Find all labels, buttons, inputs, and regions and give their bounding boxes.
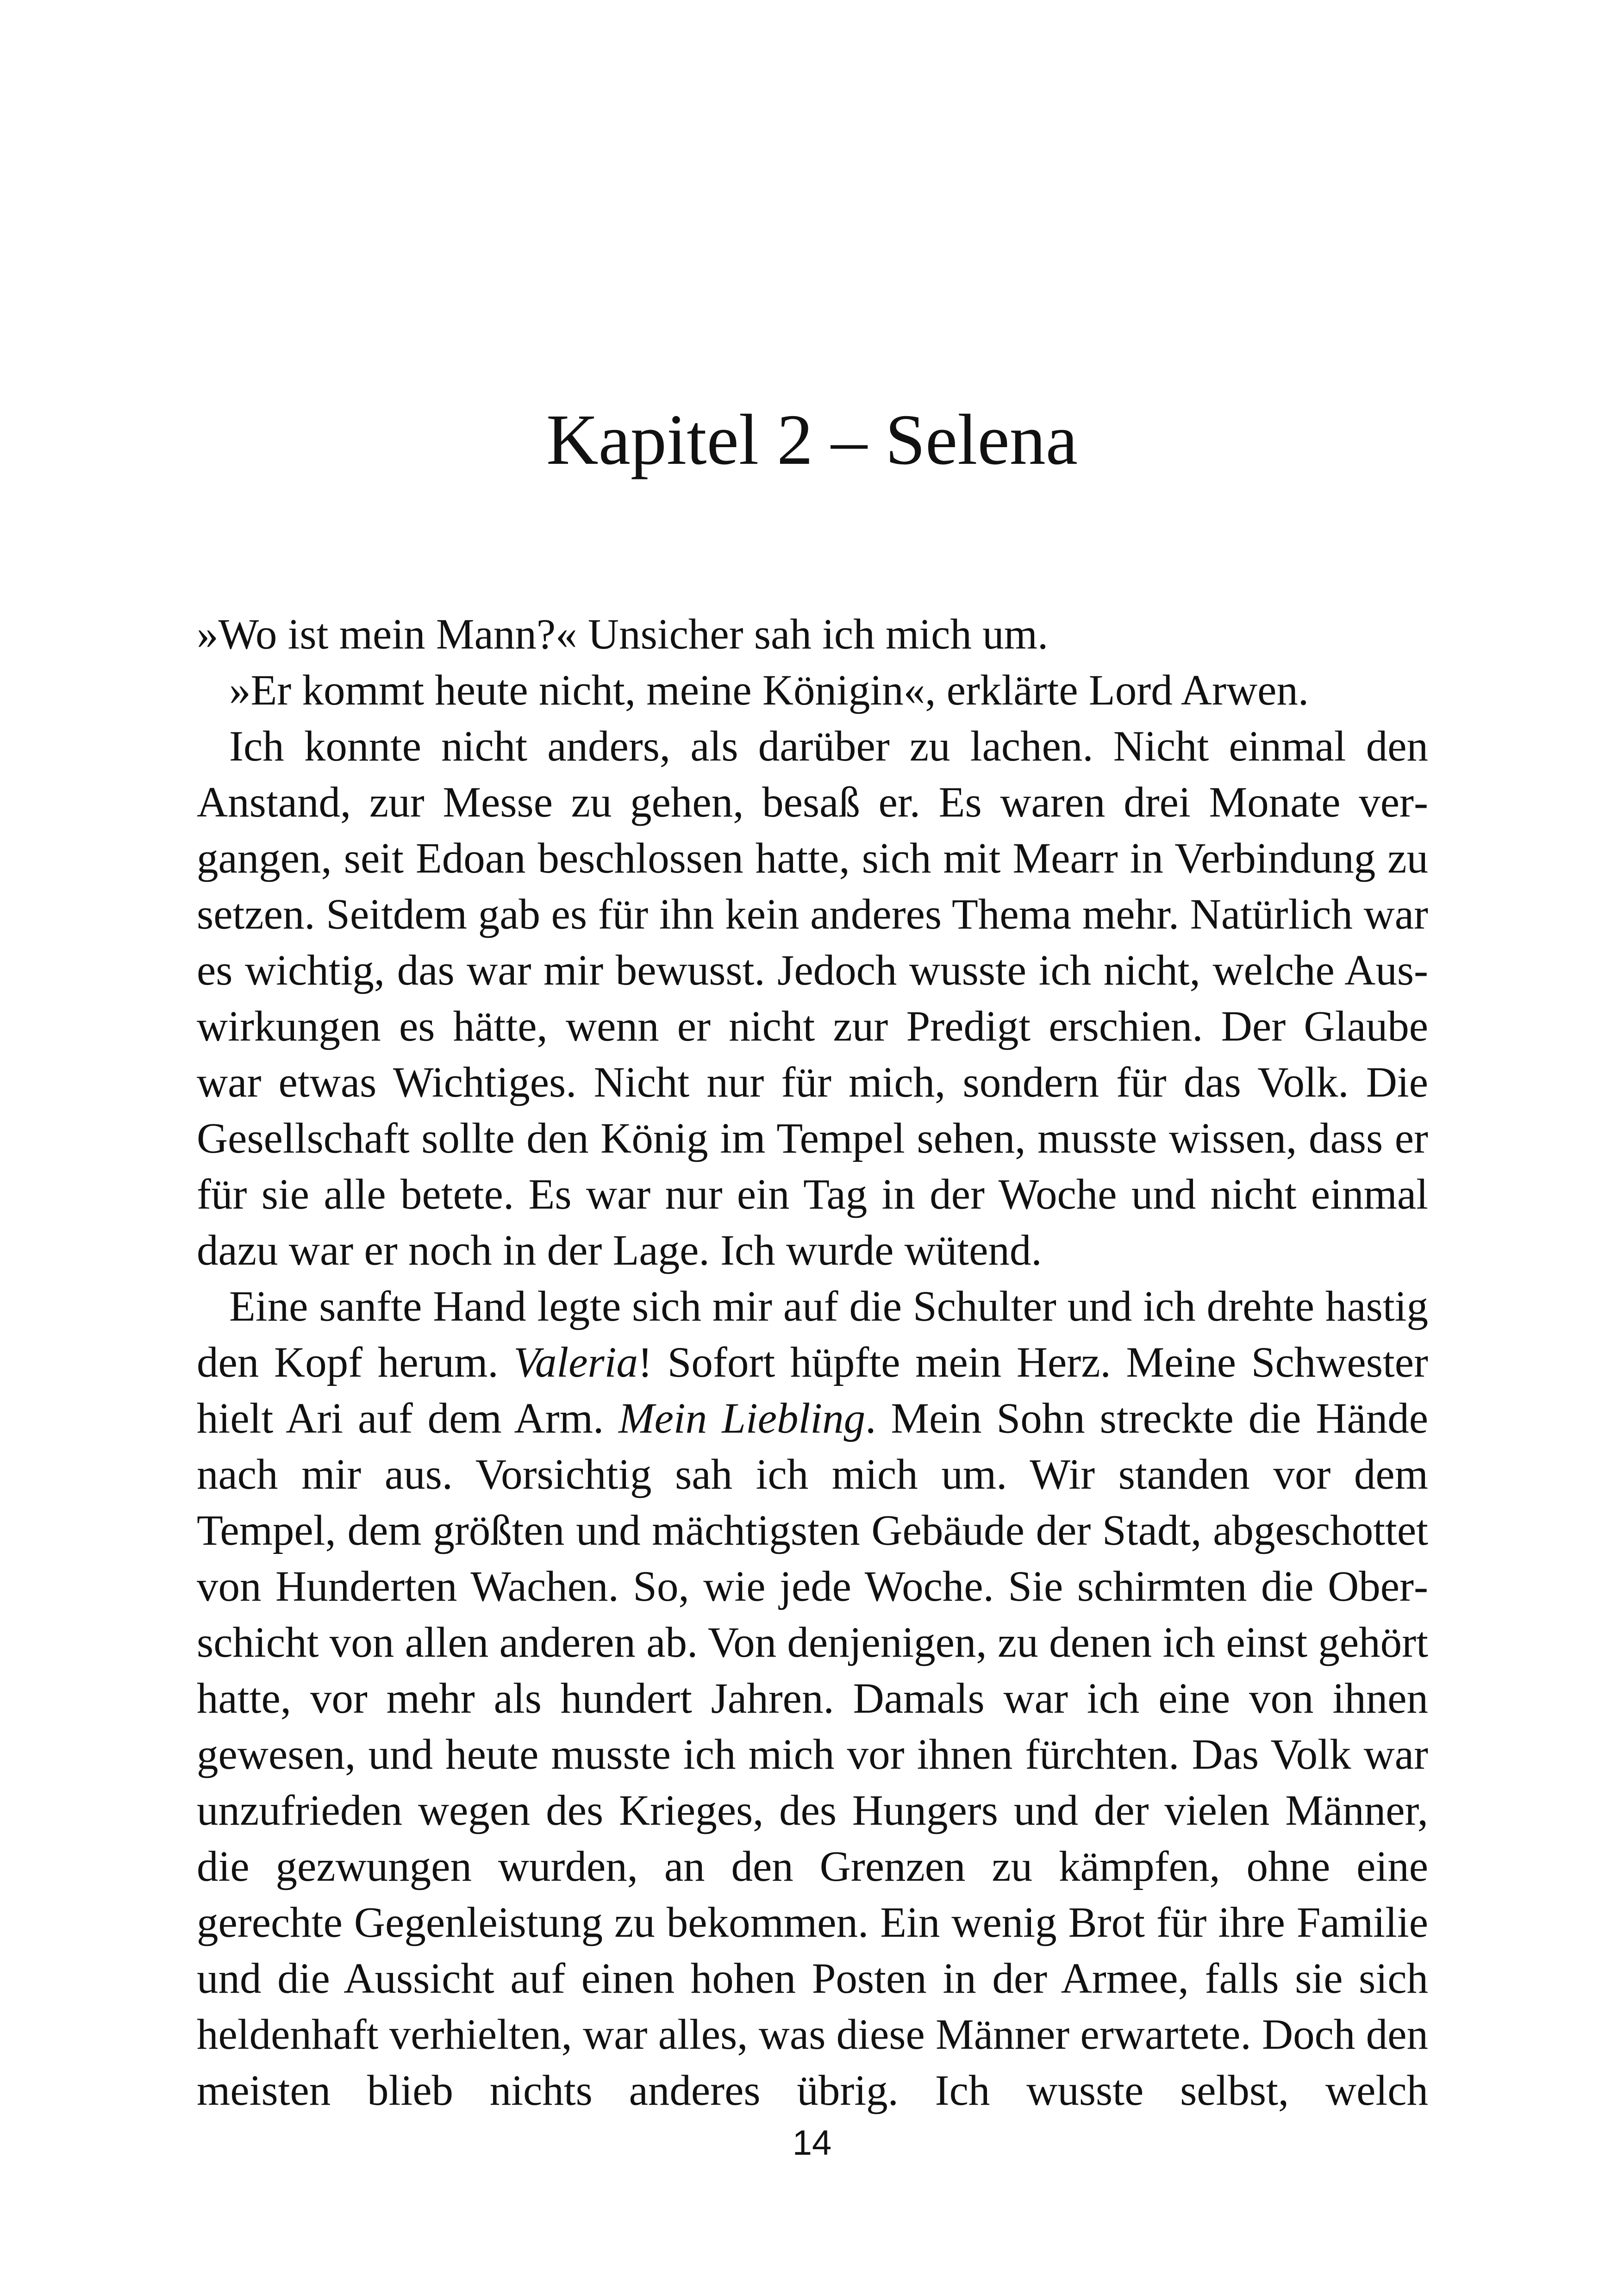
italic-name: Valeria [513, 1339, 638, 1386]
text-segment: . Mein Sohn streckte die Hände nach mir aus. Vorsichtig sah ich mich um. Wir standen vor dem Tempel, dem größten und mächtigsten Gebäude der Stadt, abgeschottet von Hunderten Wachen. So, wie jede Woche. Sie schirmten die Oberschicht von allen anderen ab. Von denjenigen, zu denen ich einst gehört hatte, vor mehr als hundert Jahren. Damals war ich eine von ihnen gewesen, und heute musste ich mich vor ihnen fürchten. Das Volk war unzufrieden wegen des Krieges, des Hungers und der vielen Männer, die gezwungen wurden, an den Grenzen zu kämpfen, ohne eine gerechte Gegenleistung zu bekommen. Ein wenig Brot für ihre Familie und die Aussicht auf einen hohen Posten in der Armee, falls sie sich heldenhaft verhielten, war alles, was diese Männer erwartete. Doch den meisten blieb nichts anderes übrig. Ich wusste selbst, welch [197, 1395, 1428, 2114]
paragraph [197, 718, 1428, 1278]
text-segment: Ich konnte nicht anders, als darüber zu lachen. Nicht einmal den Anstand, zur Messe zu gehen, besaß er. Es waren drei Monate vergangen, seit Edoan beschlossen hatte, sich mit Mearr in Verbindung zu setzen. Seitdem gab es für ihn kein anderes Thema mehr. Natürlich war es wichtig, das war mir bewusst. Jedoch wusste ich nicht, welche Auswirkungen es hätte, wenn er nicht zur Predigt erschien. Der Glaube war etwas Wichtiges. Nicht nur für mich, sondern für das Volk. Die Gesellschaft sollte den König im Tempel sehen, musste wissen, dass er für sie alle betete. Es war nur ein Tag in der Woche und nicht einmal dazu war er noch in der Lage. Ich wurde wütend. [197, 723, 1428, 1274]
paragraph [197, 1278, 1428, 2119]
paragraph [197, 606, 1428, 662]
text-segment: Eine sanfte Hand legte sich mir auf die Schulter und ich drehte hastig den Kopf herum. [197, 1283, 1428, 1386]
page-number: 14 [792, 2123, 832, 2163]
text-segment: ! Sofort hüpfte mein Herz. Meine Schwester hielt Ari auf dem Arm. [197, 1339, 1428, 1442]
text-segment: »Wo ist mein Mann?« Unsicher sah ich mich um. [197, 611, 1049, 658]
chapter-title: Kapitel 2 – Selena [546, 399, 1078, 480]
chapter-body [197, 606, 1428, 2119]
paragraph [197, 662, 1428, 718]
italic-phrase: Mein Liebling [618, 1395, 866, 1442]
text-segment: »Er kommt heute nicht, meine Königin«, erklärte Lord Arwen. [229, 667, 1309, 714]
